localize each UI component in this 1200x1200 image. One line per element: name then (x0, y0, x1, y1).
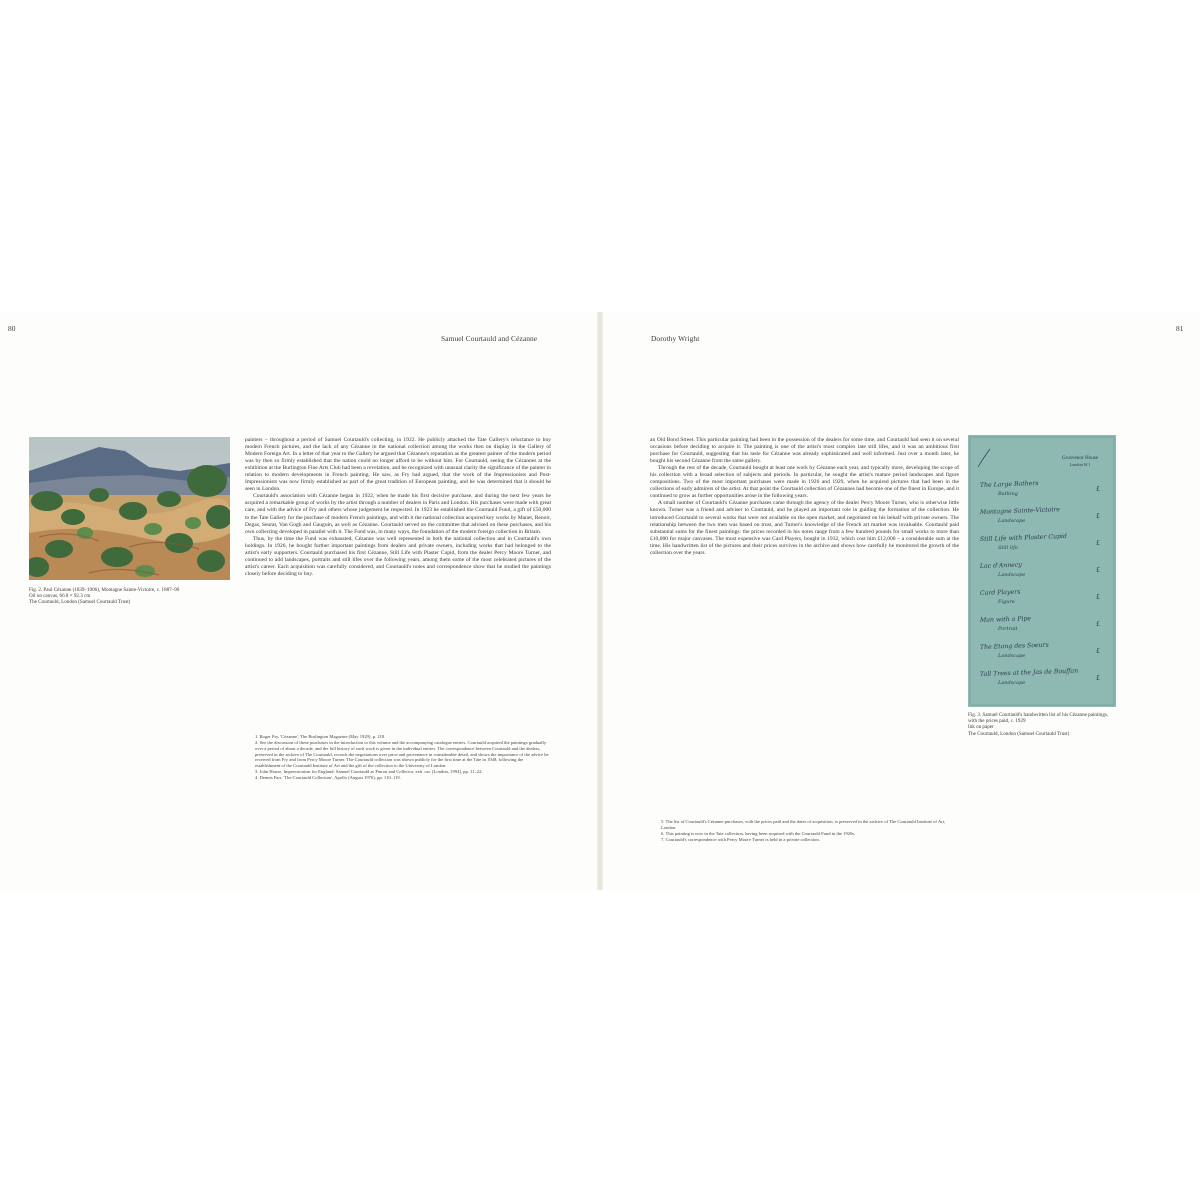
right-body-paragraph: Through the rest of the decade, Courtauld bought at least one work by Cézanne each year, and typically more, developing the scope of his collection with a broad selection of subjects and periods. In particular, he sought the artist's mature period landscapes and figure compositions. Two of the most important purchases were made in 1926 and 1929, when he acquired pictures that had been in the collections of early admirers of the artist. At that point the Courtauld collection of Cézannes had become one of the finest in Europe, and it continued to grow as further opportunities arose in the following years. (650, 465, 959, 500)
footnote: 2. See the discussion of these purchases in the introduction to this volume and the accompanying catalogue entries. Courtauld acquired the paintings gradually over a period of about a decade, and the full history of each work is given in the individual entries. The correspondence between Courtauld and the dealers, preserved in the archive of The Courtauld, records the negotiations over price and provenance in considerable detail, and shows the importance of the advice he received from Fry and from Percy Moore Turner. The Courtauld collection was shown publicly for the first time at the Tate in 1948, following the establishment of the Courtauld Institute of Art and the gift of the collection to the University of London. (255, 740, 549, 769)
letter-entry-price: £ (1096, 648, 1100, 655)
letter-entry-subtitle: Landscape (998, 653, 1026, 659)
letter-entry-price: £ (1096, 621, 1100, 628)
letter-entry-price: £ (1096, 567, 1100, 574)
figure-painting (29, 437, 230, 580)
letter-entry-price: £ (1096, 594, 1100, 601)
right-body-paragraph: A small number of Courtauld's Cézanne purchases came through the agency of the dealer Percy Moore Turner, who is otherwise little known. Turner was a friend and adviser to Courtauld, and he played an important role in guiding the formation of the collection. He introduced Courtauld to several works that were not available on the open market, and negotiated on his behalf with private owners. The relationship between the two men was based on trust, and Turner's knowledge of the French art market was invaluable. Courtauld paid substantial sums for the finest paintings: the prices recorded in his notes range from a few hundred pounds for small works to more than £10,000 for major canvases. The most expensive was Card Players, bought in 1932, which cost him £12,000 – a considerable sum at the time. His handwritten list of the pictures and their prices survives in the archive and shows how carefully he monitored the growth of the collection over the years. (650, 500, 959, 556)
left-footnotes (255, 734, 549, 782)
letter-entry-title: Card Players (979, 588, 1021, 597)
left-figure-caption (29, 587, 244, 606)
footnote: 1. Roger Fry, 'Cézanne', The Burlington Magazine (May 1929), p. 218. (255, 734, 386, 739)
letter-entry-price: £ (1096, 486, 1100, 493)
handwritten-list-image (968, 435, 1116, 707)
right-caption-line-2: Ink on paper (968, 724, 994, 731)
left-body-paragraph: Courtauld's association with Cézanne began in 1922, when he made his first decisive purchase, and during the next few years he acquired a remarkable group of works by the artist through a number of dealers in Paris and London. His purchases were made with great care, and with the advice of Fry and others whose judgement he respected. In 1923 he established the Courtauld Fund, a gift of £50,000 to the Tate Gallery for the purchase of modern French paintings, and with it the national collection acquired key works by Manet, Renoir, Degas, Seurat, Van Gogh and Gauguin, as well as Cézanne. Courtauld served on the committee that advised on these purchases, and his own collecting developed in parallel with it. The Fund was, in many ways, the foundation of the modern foreign collection in Britain. (245, 493, 551, 535)
left-body-text (245, 437, 551, 578)
book-gutter (597, 312, 603, 890)
letter-entry-title: Tall Trees at the Jas de Bouffan (979, 667, 1079, 678)
letter-paper (968, 435, 1116, 707)
letter-entry-subtitle: Landscape (998, 518, 1026, 524)
letter-heading-line-2: London W.1 (1069, 462, 1091, 467)
right-caption-line-3: The Courtauld, London (Samuel Courtauld Trust) (968, 730, 1070, 737)
left-running-head: Samuel Courtauld and Cézanne (441, 334, 538, 343)
left-caption-line-3: The Courtauld, London (Samuel Courtauld Trust) (29, 599, 131, 606)
right-footnotes (661, 819, 957, 843)
left-caption-line-2: Oil on canvas, 66.8 × 92.3 cm (29, 593, 91, 600)
footnote: 6. This painting is now in the Tate collection, having been acquired with the Courtauld Fund in the 1920s. (661, 830, 856, 836)
letter-entry-title: The Etang des Soeurs (979, 641, 1049, 651)
right-running-head: Dorothy Wright (651, 334, 700, 343)
letter-entry-title: Montagne Sainte-Victoire (979, 506, 1061, 516)
footnote: 5. The list of Courtauld's Cézanne purchases, with the prices paid and the dates of acquisition, is preserved in the archive of The Courtauld Institute of Art, London. (661, 819, 946, 830)
right-caption-line-1: Fig. 3. Samuel Courtauld's handwritten list of his Cézanne paintings, with the prices paid, c. 1929 (968, 712, 1109, 725)
left-folio: 80 (8, 324, 16, 333)
right-body-text (650, 437, 959, 557)
letter-heading-line-1: Grosvenor House (1061, 455, 1099, 461)
right-folio: 81 (1176, 324, 1184, 333)
right-figure-caption (968, 712, 1118, 737)
footnote: 3. John House, Impressionism for England: Samuel Courtauld as Patron and Collector, exh. cat. (London, 1994), pp. 11–22. (255, 769, 483, 775)
left-body-paragraph: Thus, by the time the Fund was exhausted, Cézanne was well represented in both the national collection and in Courtauld's own holdings. In 1926, he bought further important paintings from dealers and private owners, including works that had belonged to the artist's early supporters. Courtauld purchased his first Cézanne, Still Life with Plaster Cupid, from the dealer Percy Moore Turner, and continued to add landscapes, portraits and still lifes over the following years, among them some of the most celebrated pictures of the artist's career. Each acquisition was carefully considered, and Courtauld's notes and correspondence show that he studied the paintings closely before deciding to buy. (245, 535, 551, 577)
letter-entry-price: £ (1096, 513, 1100, 520)
letter-entry-title: Still Life with Plaster Cupid (979, 532, 1068, 543)
letter-entry-title: The Large Bathers (979, 479, 1039, 489)
footnote: 7. Courtauld's correspondence with Percy Moore Turner is held in a private collection. (661, 837, 820, 843)
letter-entry-title: Lac d'Annecy (979, 561, 1022, 570)
figure-handwritten-letter (968, 435, 1116, 707)
letter-entry-subtitle: Landscape (998, 680, 1026, 686)
letter-entry-subtitle: Landscape (998, 572, 1026, 578)
right-body-paragraph: an Old Bond Street. This particular painting had been in the possession of the dealers for some time, and Courtauld had seen it on several occasions before deciding to acquire it. The painting is one of the artist's most complex late still lifes, and it was an ambitious first purchase for Courtauld, suggesting that his taste for Cézanne was already sophisticated and well informed. Just over a month later, he bought his second Cézanne from the same gallery. (650, 437, 959, 465)
footnote: 4. Dennis Farr, 'The Courtauld Collection', Apollo (August 1976), pp. 110–119. (255, 775, 401, 781)
letter-entry-price: £ (1096, 675, 1100, 682)
letter-entry-subtitle: Portrait (998, 626, 1018, 632)
left-caption-line-1: Fig. 2. Paul Cézanne (1839–1906), Montagne Sainte-Victoire, c. 1887–90 (29, 587, 180, 593)
letter-entry-price: £ (1096, 540, 1100, 547)
letter-entry-subtitle: Still life (998, 545, 1018, 551)
letter-entry-title: Man with a Pipe (979, 615, 1032, 624)
left-body-paragraph: painters – throughout a period of Samuel Courtauld's collecting, in 1922. He publicly attacked the Tate Gallery's reluctance to buy modern French pictures, and the lack of any Cézanne in the national collection among the works then on display in the Gallery of Modern Foreign Art. In a letter of that year to the Gallery he argued that Cézanne's reputation as the greatest painter of the modern period was by then so firmly established that the nation could no longer afford to be without him. For Courtauld, seeing the Cézannes at the exhibition at the Burlington Fine Arts Club had been a revelation, and he recognized with unusual clarity the significance of the painter in relation to modern developments in French painting. He saw, as Fry had argued, that the work of the Impressionists and Post-Impressionists was now firmly established as part of the great tradition of European painting, and he was determined that it should be seen in London. (245, 437, 551, 493)
landscape-painting-image (29, 437, 230, 580)
letter-entry-subtitle: Figure (998, 599, 1015, 605)
letter-entry-subtitle: Bathing (998, 491, 1018, 497)
